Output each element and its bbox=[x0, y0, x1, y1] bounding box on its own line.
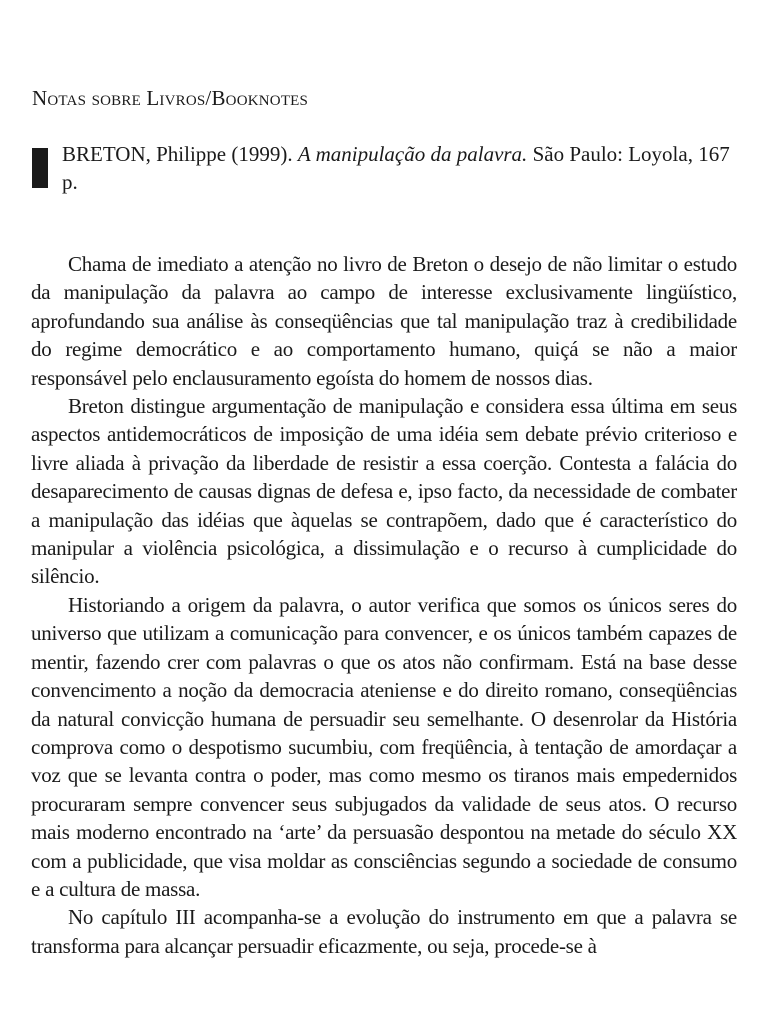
section-title: Notas sobre Livros/Booknotes bbox=[32, 86, 309, 110]
book-citation bbox=[32, 140, 742, 196]
paragraph-2: Breton distingue argumentação de manipulação e considera essa última em seus aspectos antidemocráticos de imposição de uma idéia sem debate prévio criterioso e livre aliada à privação da liberdade de resistir a essa coerção. Contesta a falácia do desaparecimento de causas dignas de defesa e, ipso facto, da necessidade de combater a manipulação das idéias que àquelas se contrapõem, dado que é característico do manipular a violência psicológica, a dissimulação e o recurso à cumplicidade do silêncio. bbox=[31, 394, 737, 589]
citation-publisher: São Paulo: Loyola, 167 p. bbox=[62, 142, 730, 194]
citation-author-year: BRETON, Philippe (1999). bbox=[62, 142, 298, 166]
paragraph-3: Historiando a origem da palavra, o autor verifica que somos os únicos seres do universo que utilizam a comunicação para convencer, e os únicos também capazes de mentir, fazendo crer com palavras o que os atos não confirmam. Está na base desse convencimento a noção da democracia ateniense e do direito romano, conseqüências da natural convicção humana de persuadir seu semelhante. O desenrolar da História comprova como o despotismo sucumbiu, com freqüência, à tentação de amordaçar a voz que se levanta contra o poder, mas como mesmo os tiranos mais empedernidos procuraram sempre convencer seus subjugados da validade de seus atos. O recurso mais moderno encontrado na ‘arte’ da persuasão despontou na metade do século XX com a publicidade, que visa moldar as consciências segundo a sociedade de consumo e a cultura de massa. bbox=[31, 592, 737, 901]
citation-book-title: A manipulação da palavra. bbox=[297, 142, 528, 166]
citation-marker-bar bbox=[32, 148, 48, 188]
review-body bbox=[31, 250, 737, 1024]
citation-text bbox=[62, 140, 742, 196]
paragraph-4: No capítulo III acompanha-se a evolução do instrumento em que a palavra se transforma para alcançar persuadir eficazmente, ou seja, procede-se à bbox=[31, 905, 737, 958]
paragraph-1: Chama de imediato a atenção no livro de Breton o desejo de não limitar o estudo da manipulação da palavra ao campo de interesse exclusivamente lingüístico, aprofundando sua análise às conseqüências que tal manipulação traz à credibilidade do regime democrático e ao comportamento humano, quiçá se não a maior responsável pelo enclausuramento egoísta do homem de nossos dias. bbox=[31, 252, 737, 390]
